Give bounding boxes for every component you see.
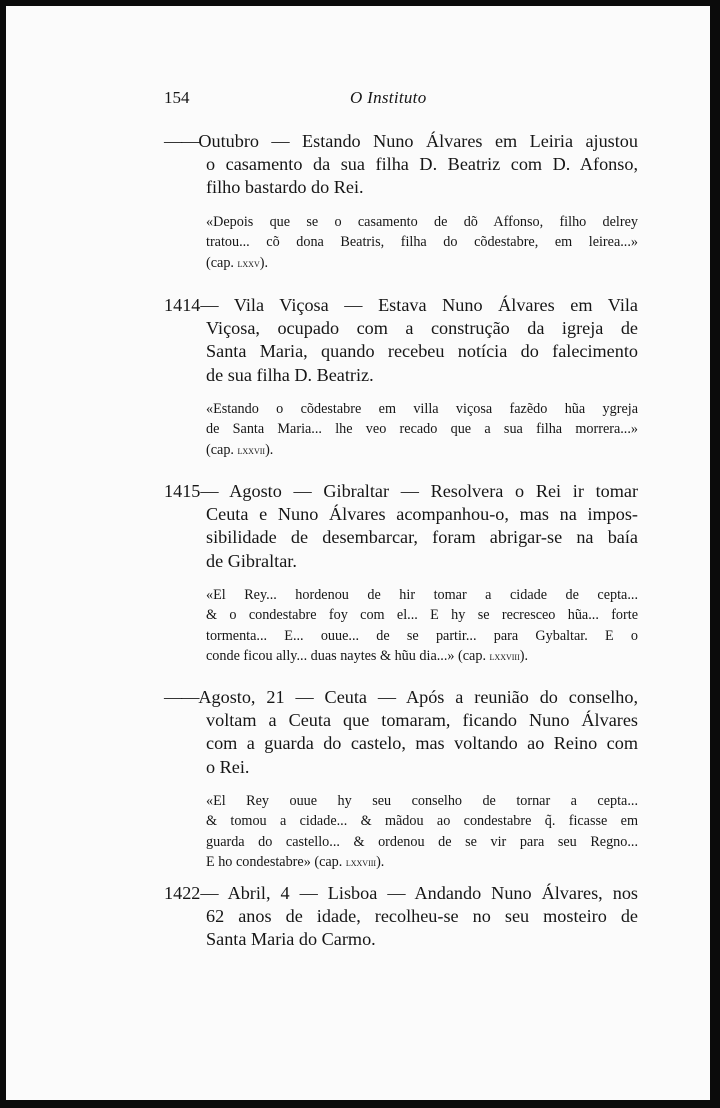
entry-text: ——Outubro — Estando Nuno Álvares em Leiria ajustou o casamento da sua filha D. Beatriz com D. Afonso, filho bastardo do Rei. [164, 131, 638, 198]
page-header [6, 88, 710, 112]
chronology-entry [164, 130, 638, 273]
source-quote: «El Rey ouue hy seu conselho de tornar a cepta... & tomou a cidade... & mãdou ao condestabre q̃. ficasse em guarda do castello... & ordenou de se vir para seu Regno... E ho condestabre» (cap. lxxviii). [206, 792, 638, 871]
entry-text: 1422— Abril, 4 — Lisboa — Andando Nuno Álvares, nos 62 anos de idade, recolheu-se no seu mosteiro de Santa Maria do Carmo. [164, 883, 638, 950]
chronology-entry [164, 882, 638, 952]
source-quote: «El Rey... hordenou de hir tomar a cidade de cepta... & o condestabre foy com el... E hy se recresceo hũa... forte tormenta... E... ouue... de se partir... para Gybaltar. E o conde ficou ally... duas naytes & hũu dia...» (cap. lxxviii). [206, 586, 638, 665]
chronology-entry [164, 480, 638, 667]
source-quote: «Depois que se o casamento de dõ Affonso, filho delrey tratou... cõ dona Beatris, filha do cõdestabre, em leirea...» (cap. lxxv). [206, 213, 638, 271]
entry-text: 1415— Agosto — Gibraltar — Resolvera o Rei ir tomar Ceuta e Nuno Álvares acompanhou-o, mas na impos- sibilidade de desembarcar, foram abrigar-se na baía de Gibraltar. [164, 481, 638, 571]
chronology-entry [164, 686, 638, 873]
document-page [6, 6, 710, 1100]
running-title: O Instituto [350, 88, 427, 107]
source-quote: «Estando o cõdestabre em villa viçosa fazẽdo hũa ygreja de Santa Maria... lhe veo recado que a sua filha morrera...» (cap. lxxvii). [206, 400, 638, 458]
chronology-entry [164, 294, 638, 460]
entry-text: 1414— Vila Viçosa — Estava Nuno Álvares em Vila Viçosa, ocupado com a construção da igreja de Santa Maria, quando recebeu notícia do falecimento de sua filha D. Beatriz. [164, 295, 638, 385]
entry-text: ——Agosto, 21 — Ceuta — Após a reunião do conselho, voltam a Ceuta que tomaram, ficando Nuno Álvares com a guarda do castelo, mas voltando ao Reino com o Rei. [164, 687, 638, 777]
page-number: 154 [164, 88, 190, 107]
